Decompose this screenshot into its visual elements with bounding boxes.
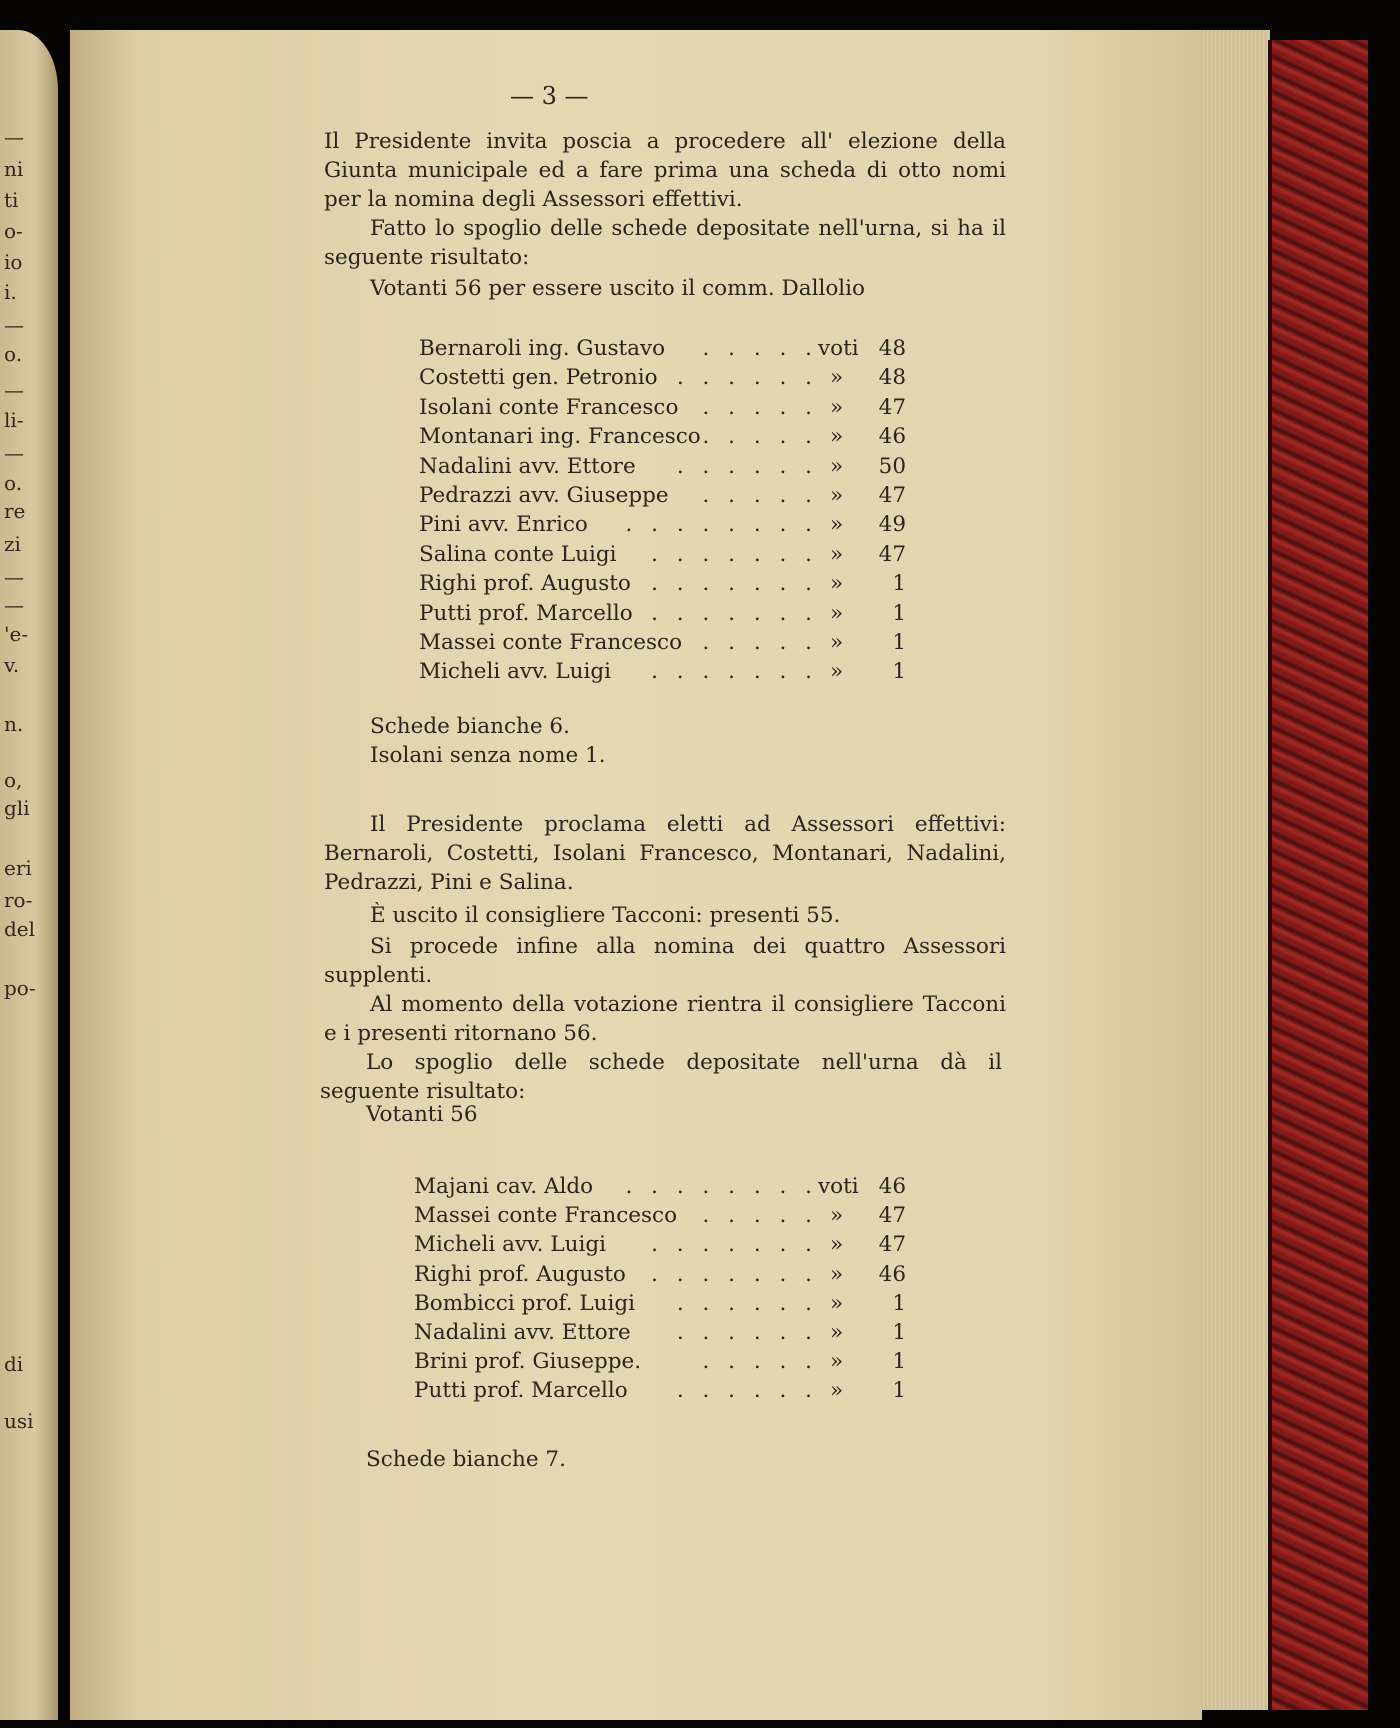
vote-count: 1 <box>892 600 906 626</box>
candidate-name: Majani cav. Aldo <box>414 1174 594 1199</box>
table-row <box>419 659 916 688</box>
table-row <box>414 1203 916 1232</box>
vote-label: » <box>830 1320 844 1345</box>
vote-count: 48 <box>878 365 906 391</box>
candidate-name: Massei conte Francesco <box>414 1203 678 1229</box>
leader-dots: . . . . . . <box>676 1290 818 1316</box>
table-row <box>419 571 916 600</box>
vote-count: 46 <box>878 424 906 450</box>
table-row <box>414 1291 916 1320</box>
vote-count: 48 <box>878 336 906 361</box>
left-page-fragment: 'e- <box>4 622 29 646</box>
leader-dots: . . . . . . . <box>651 571 818 597</box>
vote-label: » <box>830 600 844 626</box>
vote-label: » <box>830 453 844 479</box>
vote-label: » <box>830 483 844 508</box>
candidate-name: Micheli avv. Luigi <box>419 659 611 685</box>
leader-dots: . . . . . <box>702 1349 818 1375</box>
candidate-name: Righi prof. Augusto <box>419 571 631 597</box>
vote-count: 1 <box>892 1349 906 1375</box>
left-page-fragment: o, <box>4 768 23 792</box>
vote-count: 46 <box>878 1174 906 1199</box>
left-page-fragment: ni <box>4 157 24 181</box>
leader-dots: . . . . . <box>702 1203 818 1229</box>
vote-count: 47 <box>878 483 906 508</box>
paragraph-12: Schede bianche 7. <box>366 1447 566 1472</box>
leader-dots: . . . . . <box>702 483 818 508</box>
candidate-name: Pedrazzi avv. Giuseppe <box>419 483 669 508</box>
table-row <box>419 424 916 453</box>
paragraph-9: Al momento della votazione rientra il consigliere Tacconi e i presenti ritornano 56. <box>324 992 1006 1046</box>
left-page-fragment: v. <box>4 653 20 677</box>
leader-dots: . . . . . . <box>676 365 818 391</box>
left-page-fragment: n. <box>4 712 24 736</box>
table-row <box>419 542 916 571</box>
table-row <box>414 1378 916 1407</box>
vote-label: » <box>830 1349 844 1375</box>
paragraph-4: Schede bianche 6. <box>370 714 570 739</box>
left-page-fragment: i. <box>4 280 17 304</box>
candidate-name: Nadalini avv. Ettore <box>414 1320 631 1345</box>
candidate-name: Nadalini avv. Ettore <box>419 453 636 479</box>
candidate-name: Salina conte Luigi <box>419 541 617 567</box>
candidate-name: Isolani conte Francesco <box>419 394 679 420</box>
leader-dots: . . . . . . . <box>651 659 818 685</box>
vote-label: » <box>830 1290 844 1316</box>
leader-dots: . . . . . . . <box>651 600 818 626</box>
candidate-name: Righi prof. Augusto <box>414 1261 626 1287</box>
vote-count: 47 <box>878 1232 906 1258</box>
left-page-fragment: io <box>4 250 23 274</box>
left-page-fragment: po- <box>4 976 36 1000</box>
leader-dots: . . . . . . . . <box>625 512 818 538</box>
table-row <box>419 512 916 541</box>
candidate-name: Putti prof. Marcello <box>419 600 633 626</box>
vote-count: 1 <box>892 659 906 685</box>
table-row <box>414 1349 916 1378</box>
vote-count: 1 <box>892 1320 906 1345</box>
table-row <box>419 336 916 365</box>
left-page-fragment: — <box>4 378 24 402</box>
vote-label: » <box>830 571 844 597</box>
leader-dots: . . . . . . . . <box>625 1174 818 1199</box>
left-page-fragment: gli <box>4 796 30 820</box>
vote-label: » <box>830 541 844 567</box>
vote-label: » <box>830 1378 844 1404</box>
paragraph-2: Fatto lo spoglio delle schede depositate nell'urna, si ha il seguente risultato: <box>324 216 1006 270</box>
leader-dots: . . . . . <box>702 424 818 450</box>
vote-count: 46 <box>878 1261 906 1287</box>
candidate-name: Massei conte Francesco <box>419 630 683 655</box>
left-page-fragment: o- <box>4 219 23 243</box>
vote-label: » <box>830 365 844 391</box>
candidate-name: Brini prof. Giuseppe. <box>414 1349 642 1375</box>
vote-count: 47 <box>878 394 906 420</box>
paragraph-5: Isolani senza nome 1. <box>370 743 606 768</box>
vote-count: 47 <box>878 1203 906 1229</box>
vote-count: 1 <box>892 1290 906 1316</box>
left-page-fragment: di <box>4 1352 24 1376</box>
vote-label: » <box>830 394 844 420</box>
candidate-name: Montanari ing. Francesco <box>419 424 701 450</box>
paragraph-8: Si procede infine alla nomina dei quattro Assessori supplenti. <box>324 934 1006 988</box>
left-page-fragment: — <box>4 565 24 589</box>
candidate-name: Micheli avv. Luigi <box>414 1232 606 1258</box>
table-row <box>414 1174 916 1203</box>
leader-dots: . . . . . . . <box>651 1261 818 1287</box>
table-row <box>414 1232 916 1261</box>
left-page-fragment: — <box>4 125 24 149</box>
left-page-fragment: ti <box>4 188 19 212</box>
table-row <box>419 395 916 424</box>
vote-count: 49 <box>878 512 906 538</box>
candidate-name: Costetti gen. Petronio <box>419 365 658 391</box>
table-row <box>419 483 916 512</box>
page-number: — 3 — <box>510 82 589 110</box>
leader-dots: . . . . . <box>702 394 818 420</box>
left-page-fragment: del <box>4 917 36 941</box>
leader-dots: . . . . . . . <box>651 541 818 567</box>
table-row <box>414 1262 916 1291</box>
left-page-fragment: eri <box>4 856 32 880</box>
marbled-cover <box>1272 40 1368 1710</box>
vote-label: » <box>830 1203 844 1229</box>
candidate-name: Pini avv. Enrico <box>419 512 588 538</box>
vote-label: » <box>830 512 844 538</box>
paragraph-7: È uscito il consigliere Tacconi: presenti 55. <box>370 903 841 928</box>
page-edges <box>1200 30 1270 1710</box>
left-page-fragment: — <box>4 313 24 337</box>
leader-dots: . . . . . . <box>676 453 818 479</box>
vote-count: 1 <box>892 1378 906 1404</box>
left-page-fragment: re <box>4 499 26 523</box>
left-page-fragment: zi <box>4 532 21 556</box>
left-page-fragment: usi <box>4 1409 34 1433</box>
vote-label: » <box>830 659 844 685</box>
left-page-fragment: o. <box>4 471 23 495</box>
table-row <box>419 365 916 394</box>
leader-dots: . . . . . . . <box>651 1232 818 1258</box>
left-page-fragment: — <box>4 593 24 617</box>
paragraph-1: Il Presidente invita poscia a procedere all' elezione della Giunta municipale ed a fare prima una scheda di otto nomi per la nomina degli Assessori effettivi. <box>324 129 1006 212</box>
paragraph-11: Votanti 56 <box>366 1102 478 1127</box>
table-row <box>419 454 916 483</box>
left-page-fragment: — <box>4 441 24 465</box>
vote-label: » <box>830 1261 844 1287</box>
table-row <box>414 1320 916 1349</box>
left-page-fragment: li- <box>4 408 24 432</box>
vote-count: 1 <box>892 630 906 655</box>
vote-label: » <box>830 424 844 450</box>
candidate-name: Bernaroli ing. Gustavo <box>419 336 666 361</box>
vote-label: » <box>830 1232 844 1258</box>
table-row <box>419 601 916 630</box>
paragraph-6: Il Presidente proclama eletti ad Assessori effettivi: Bernaroli, Costetti, Isolani Francesco, Montanari, Nadalini, Pedrazzi, Pini e Salina. <box>324 812 1006 895</box>
leader-dots: . . . . . <box>702 630 818 655</box>
vote-count: 50 <box>878 453 906 479</box>
left-page-fragment: o. <box>4 342 23 366</box>
leader-dots: . . . . . . <box>676 1378 818 1404</box>
vote-label: voti <box>818 336 859 361</box>
paragraph-10: Lo spoglio delle schede depositate nell'urna dà il seguente risultato: <box>320 1050 1002 1104</box>
vote-count: 47 <box>878 541 906 567</box>
left-page-fragment: ro- <box>4 888 33 912</box>
table-row <box>419 630 916 659</box>
vote-label: » <box>830 630 844 655</box>
leader-dots: . . . . . <box>702 336 818 361</box>
leader-dots: . . . . . . <box>676 1320 818 1345</box>
paragraph-3: Votanti 56 per essere uscito il comm. Dallolio <box>370 276 865 301</box>
vote-count: 1 <box>892 571 906 597</box>
vote-label: voti <box>818 1174 859 1199</box>
candidate-name: Bombicci prof. Luigi <box>414 1290 636 1316</box>
candidate-name: Putti prof. Marcello <box>414 1378 628 1404</box>
